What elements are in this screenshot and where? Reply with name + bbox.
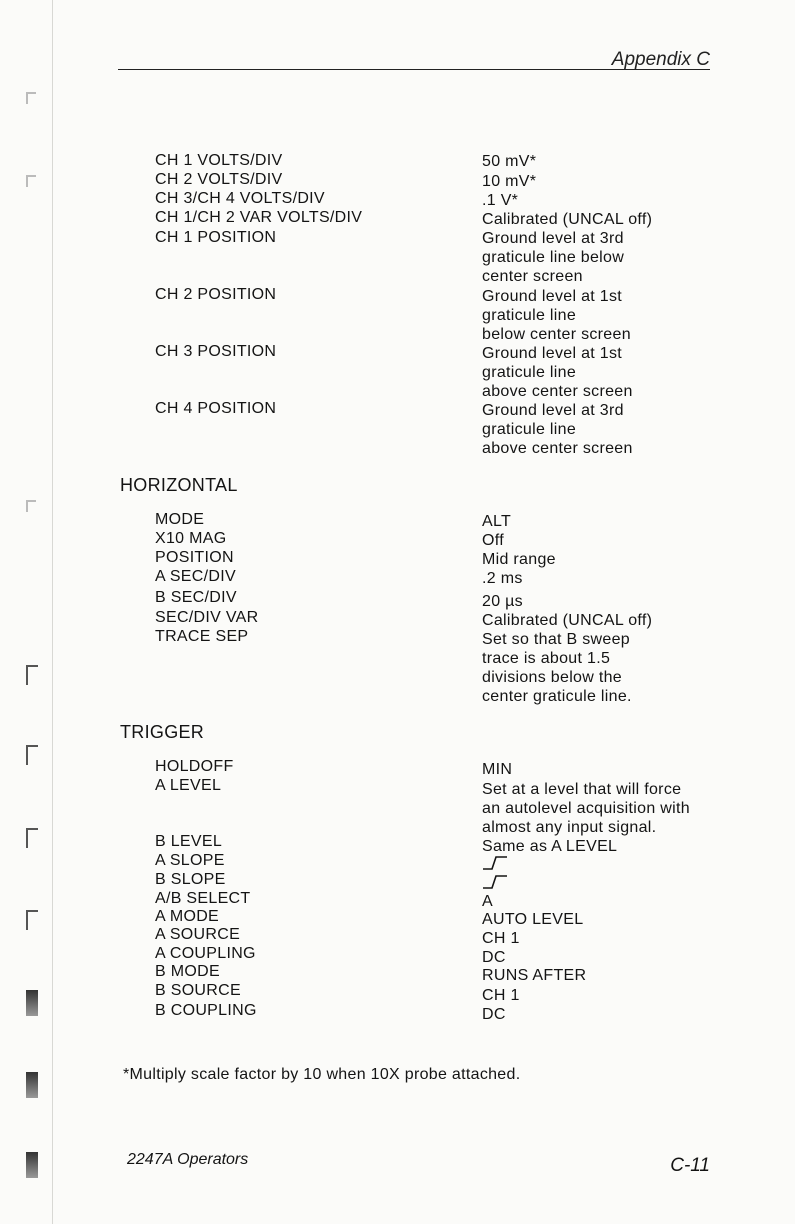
setting-label: B SEC/DIV: [155, 589, 237, 606]
binding-mark: [26, 910, 38, 930]
binding-mark: [26, 175, 36, 187]
setting-label: CH 1 VOLTS/DIV: [155, 152, 283, 169]
setting-label: A COUPLING: [155, 945, 256, 962]
setting-value: 20 µs: [482, 593, 523, 610]
binding-mark: [26, 92, 36, 104]
setting-label: B MODE: [155, 963, 220, 980]
setting-value: ALT: [482, 513, 512, 530]
setting-label: B SOURCE: [155, 982, 241, 999]
setting-value: 50 mV*: [482, 153, 537, 170]
binding-mark: [26, 665, 38, 685]
setting-value: CH 1: [482, 987, 520, 1004]
setting-value: Ground level at 1st: [482, 288, 622, 305]
setting-label: B SLOPE: [155, 871, 226, 888]
setting-value: .1 V*: [482, 192, 519, 209]
setting-label: B COUPLING: [155, 1002, 257, 1019]
rising-slope-icon: [482, 873, 508, 891]
setting-label: CH 3/CH 4 VOLTS/DIV: [155, 190, 325, 207]
binding-mark: [26, 745, 38, 765]
setting-value: AUTO LEVEL: [482, 911, 584, 928]
setting-label: A/B SELECT: [155, 890, 251, 907]
setting-value: CH 1: [482, 930, 520, 947]
setting-value: graticule line: [482, 364, 577, 381]
setting-value: Set at a level that will force: [482, 781, 682, 798]
setting-value: 10 mV*: [482, 173, 537, 190]
setting-value: divisions below the: [482, 669, 622, 686]
setting-value: Ground level at 3rd: [482, 230, 624, 247]
setting-label: A SLOPE: [155, 852, 225, 869]
setting-value: trace is about 1.5: [482, 650, 611, 667]
section-heading-trigger: TRIGGER: [120, 722, 205, 742]
setting-value: [482, 853, 722, 872]
setting-value: almost any input signal.: [482, 819, 657, 836]
setting-value: A: [482, 893, 493, 910]
binding-mark: [26, 828, 38, 848]
setting-value: below center screen: [482, 326, 631, 343]
setting-label: A SEC/DIV: [155, 568, 236, 585]
setting-value: [482, 872, 722, 891]
setting-value: RUNS AFTER: [482, 967, 587, 984]
setting-value: center screen: [482, 268, 583, 285]
footer-manual-title: 2247A Operators: [127, 1151, 249, 1168]
section-heading-horizontal: HORIZONTAL: [120, 475, 238, 495]
footnote: *Multiply scale factor by 10 when 10X probe attached.: [123, 1066, 521, 1083]
setting-value: Calibrated (UNCAL off): [482, 612, 653, 629]
setting-label: CH 4 POSITION: [155, 400, 277, 417]
setting-label: SEC/DIV VAR: [155, 609, 259, 626]
setting-label: POSITION: [155, 549, 234, 566]
setting-label: CH 1 POSITION: [155, 229, 277, 246]
setting-value: Off: [482, 532, 504, 549]
setting-value: Ground level at 3rd: [482, 402, 624, 419]
setting-value: Mid range: [482, 551, 556, 568]
page-header-title: Appendix C: [611, 49, 710, 70]
setting-label: CH 2 POSITION: [155, 286, 277, 303]
page-number: C-11: [670, 1155, 710, 1176]
setting-value: graticule line below: [482, 249, 625, 266]
setting-value: above center screen: [482, 440, 633, 457]
setting-label: CH 3 POSITION: [155, 343, 277, 360]
binding-mark: [26, 1072, 38, 1098]
setting-value: Calibrated (UNCAL off): [482, 211, 653, 228]
setting-label: TRACE SEP: [155, 628, 249, 645]
setting-label: A SOURCE: [155, 926, 241, 943]
setting-value: DC: [482, 949, 506, 966]
setting-value: above center screen: [482, 383, 633, 400]
setting-label: X10 MAG: [155, 530, 227, 547]
setting-value: graticule line: [482, 307, 577, 324]
setting-value: Ground level at 1st: [482, 345, 622, 362]
setting-label: CH 2 VOLTS/DIV: [155, 171, 283, 188]
setting-value: Same as A LEVEL: [482, 838, 618, 855]
rising-slope-icon: [482, 854, 508, 872]
binding-mark: [26, 1152, 38, 1178]
binding-mark: [26, 500, 36, 512]
setting-label: HOLDOFF: [155, 758, 234, 775]
setting-value: DC: [482, 1006, 506, 1023]
binding-edge: [0, 0, 53, 1224]
header-rule: [118, 69, 710, 70]
setting-value: .2 ms: [482, 570, 523, 587]
setting-label: B LEVEL: [155, 833, 223, 850]
setting-value: graticule line: [482, 421, 577, 438]
setting-value: Set so that B sweep: [482, 631, 631, 648]
setting-label: MODE: [155, 511, 205, 528]
setting-label: CH 1/CH 2 VAR VOLTS/DIV: [155, 209, 363, 226]
setting-label: A LEVEL: [155, 777, 222, 794]
binding-mark: [26, 990, 38, 1016]
setting-value: MIN: [482, 761, 513, 778]
setting-label: A MODE: [155, 908, 220, 925]
setting-value: center graticule line.: [482, 688, 632, 705]
setting-value: an autolevel acquisition with: [482, 800, 690, 817]
